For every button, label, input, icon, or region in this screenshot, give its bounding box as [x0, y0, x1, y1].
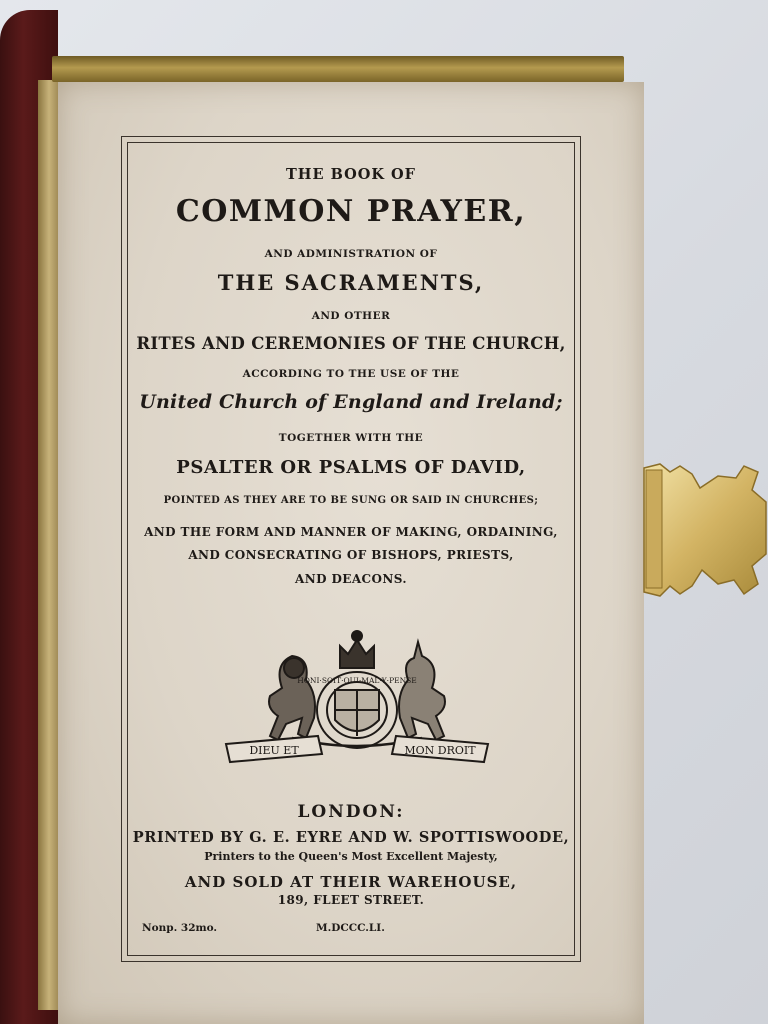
- title-line-form-manner: AND THE FORM AND MANNER OF MAKING, ORDAINING,: [144, 525, 558, 539]
- royal-coat-of-arms-icon: [222, 628, 492, 766]
- title-common-prayer: COMMON PRAYER,: [175, 194, 527, 229]
- title-sacraments: THE SACRAMENTS,: [217, 270, 485, 295]
- imprint-printers-title: Printers to the Queen's Most Excellent Majesty,: [204, 850, 498, 863]
- gilt-page-edge: [38, 80, 60, 1010]
- title-line-pointed: POINTED AS THEY ARE TO BE SUNG OR SAID IN CHURCHES;: [163, 495, 539, 506]
- title-line-book-of: THE BOOK OF: [286, 166, 416, 183]
- footer-year: M.DCCC.LI.: [316, 922, 385, 934]
- title-line-together: TOGETHER WITH THE: [278, 432, 424, 444]
- motto-left: DIEU ET: [249, 744, 299, 757]
- imprint-sold: AND SOLD AT THEIR WAREHOUSE,: [184, 873, 518, 891]
- title-line-deacons: AND DEACONS.: [295, 572, 407, 586]
- garter-motto: HONI·SOIT·QUI·MAL·Y·PENSE: [297, 676, 417, 685]
- title-psalter: PSALTER OR PSALMS OF DAVID,: [176, 457, 526, 478]
- motto-right: MON DROIT: [404, 744, 476, 757]
- imprint-address: 189, FLEET STREET.: [277, 893, 425, 907]
- title-line-and-other: AND OTHER: [311, 310, 391, 322]
- imprint-printers: PRINTED BY G. E. EYRE AND W. SPOTTISWOODE,: [132, 829, 570, 846]
- title-united-church: United Church of England and Ireland;: [139, 391, 563, 413]
- title-rites-ceremonies: RITES AND CEREMONIES OF THE CHURCH,: [136, 334, 566, 353]
- imprint-city: LONDON:: [297, 802, 405, 822]
- title-line-according: ACCORDING TO THE USE OF THE: [242, 368, 460, 380]
- brass-clasp-icon: [640, 462, 768, 600]
- title-line-consecrating: AND CONSECRATING OF BISHOPS, PRIESTS,: [188, 548, 514, 562]
- gilt-top-edge: [52, 56, 624, 82]
- title-line-administration: AND ADMINISTRATION OF: [264, 248, 438, 260]
- footer-format: Nonp. 32mo.: [142, 922, 218, 934]
